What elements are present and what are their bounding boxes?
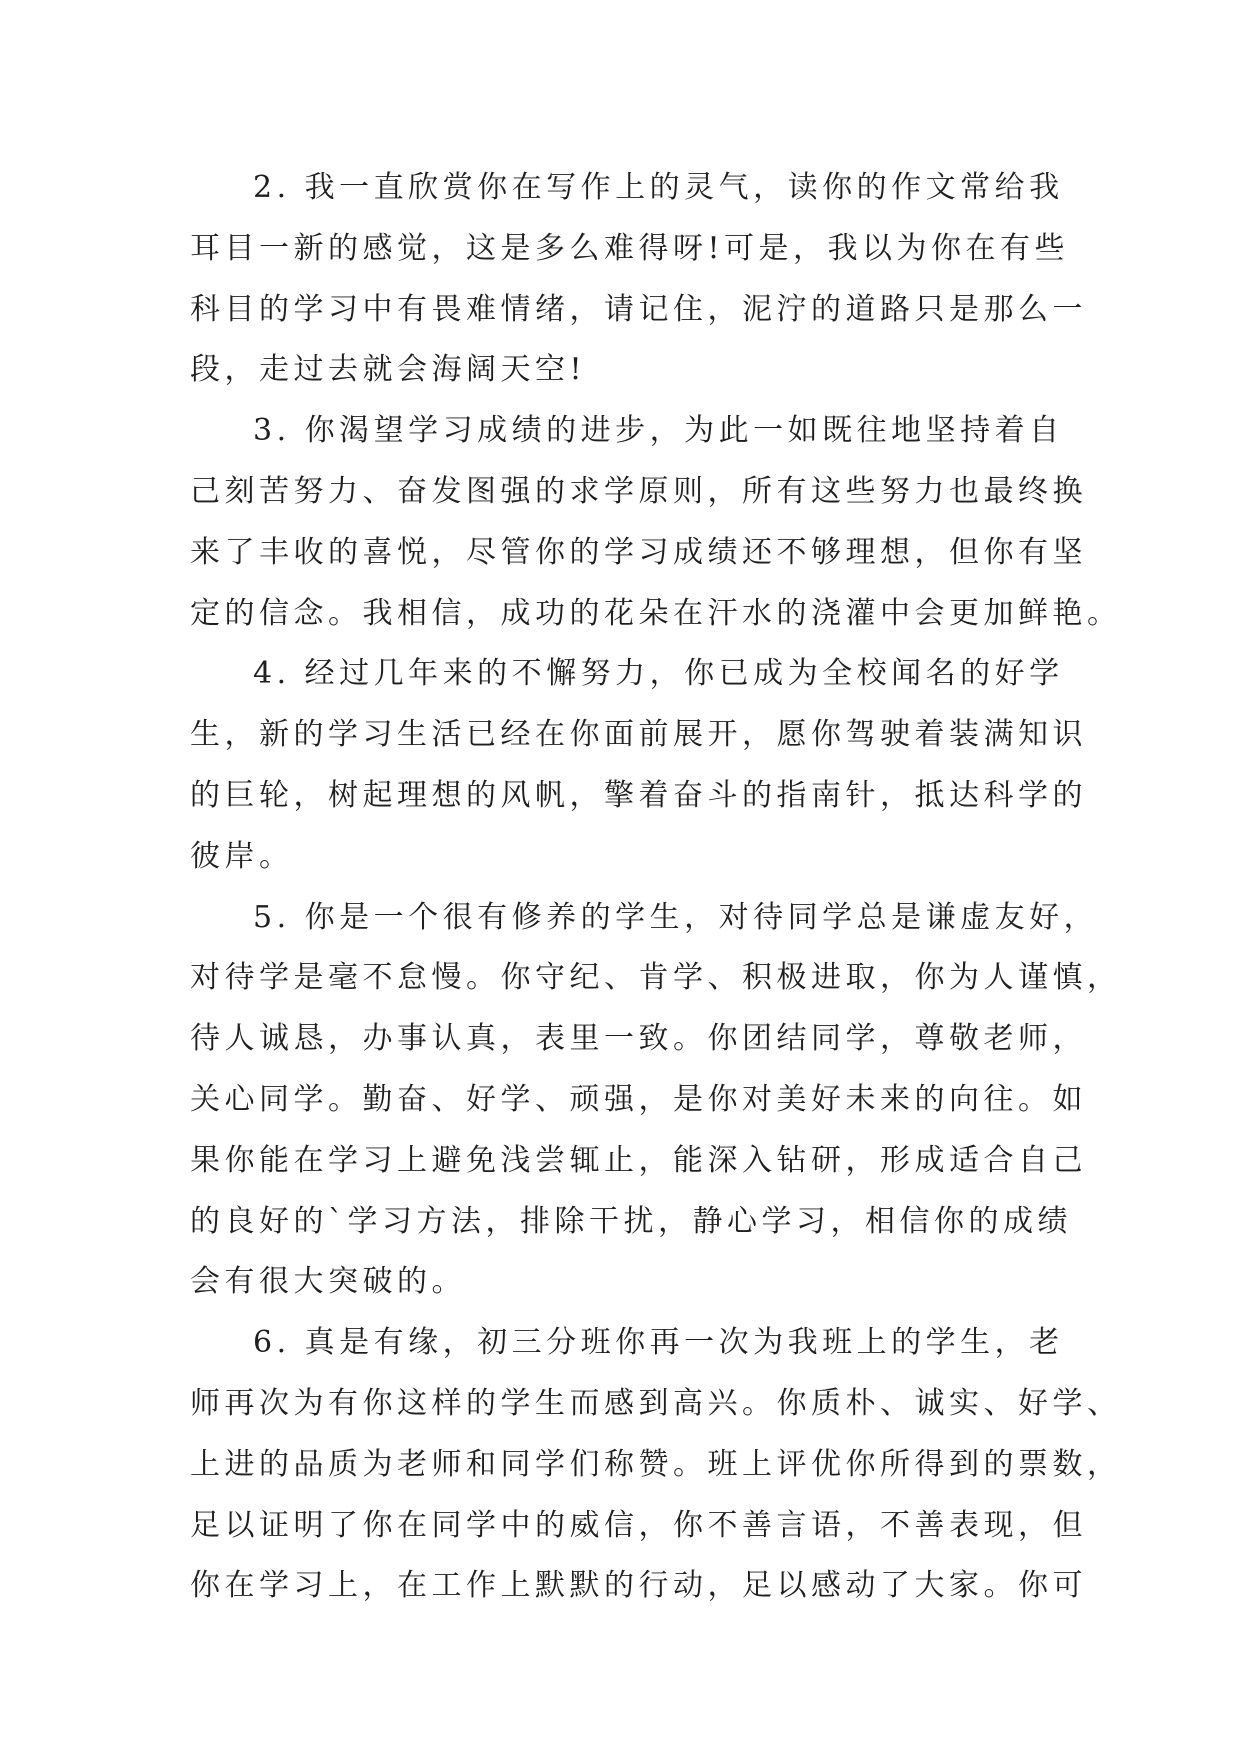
- text-line: 关心同学。勤奋、好学、顽强，是你对美好未来的向往。如: [190, 1081, 1087, 1117]
- text-line: 会有很大突破的。: [190, 1264, 466, 1300]
- text-line: 师再次为有你这样的学生而感到高兴。你质朴、诚实、好学、: [190, 1385, 1122, 1421]
- paragraph-6: [190, 1313, 1122, 1617]
- text-line: 你在学习上，在工作上默默的行动，足以感动了大家。你可: [190, 1568, 1087, 1604]
- document-body: [190, 158, 1122, 1617]
- text-line: 对待学是毫不怠慢。你守纪、肯学、积极进取，你为人谨慎，: [190, 960, 1122, 996]
- text-line: 6. 真是有缘，初三分班你再一次为我班上的学生，老: [253, 1325, 1064, 1361]
- text-line: 的巨轮，树起理想的风帆，擎着奋斗的指南针，抵达科学的: [190, 777, 1087, 813]
- text-line: 4. 经过几年来的不懈努力，你已成为全校闻名的好学: [253, 656, 1064, 692]
- text-line: 耳目一新的感觉，这是多么难得呀!可是，我以为你在有些: [190, 230, 1070, 266]
- paragraph-5: [190, 888, 1122, 1314]
- text-line: 待人诚恳，办事认真，表里一致。你团结同学，尊敬老师，: [190, 1021, 1087, 1057]
- text-line: 的良好的`学习方法，排除干扰，静心学习，相信你的成绩: [190, 1203, 1072, 1239]
- text-line: 段，走过去就会海阔天空!: [190, 352, 587, 388]
- text-line: 来了丰收的喜悦，尽管你的学习成绩还不够理想，但你有坚: [190, 534, 1087, 570]
- text-line: 上进的品质为老师和同学们称赞。班上评优你所得到的票数，: [190, 1446, 1122, 1482]
- text-line: 5. 你是一个很有修养的学生，对待同学总是谦虚友好，: [253, 899, 1099, 935]
- text-line: 足以证明了你在同学中的威信，你不善言语，不善表现，但: [190, 1507, 1087, 1543]
- paragraph-2: [190, 158, 1087, 401]
- text-line: 彼岸。: [190, 838, 294, 874]
- text-line: 2. 我一直欣赏你在写作上的灵气，读你的作文常给我: [253, 170, 1064, 205]
- text-line: 科目的学习中有畏难情绪，请记住，泥泞的道路只是那么一: [190, 291, 1087, 327]
- paragraph-3: [190, 401, 1122, 644]
- text-line: 3. 你渴望学习成绩的进步，为此一如既往地坚持着自: [253, 413, 1064, 449]
- text-line: 果你能在学习上避免浅尝辄止，能深入钻研，形成适合自己: [190, 1142, 1087, 1178]
- text-line: 生，新的学习生活已经在你面前展开，愿你驾驶着装满知识: [190, 717, 1087, 753]
- text-line: 定的信念。我相信，成功的花朵在汗水的浇灌中会更加鲜艳。: [190, 595, 1122, 631]
- paragraph-4: [190, 644, 1087, 887]
- text-line: 己刻苦努力、奋发图强的求学原则，所有这些努力也最终换: [190, 473, 1087, 509]
